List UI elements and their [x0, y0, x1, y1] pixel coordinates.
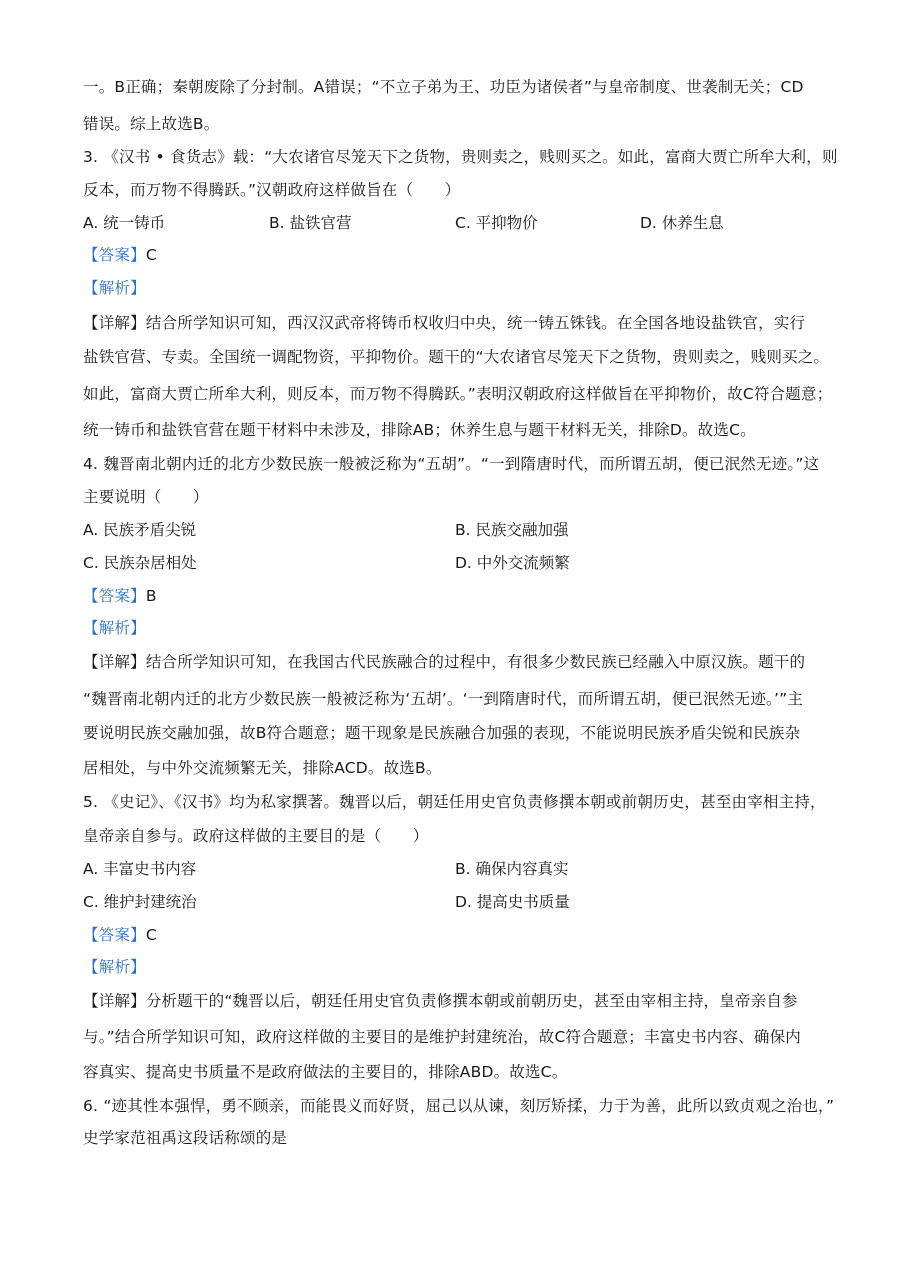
option-c: C. 维护封建统治 — [83, 893, 197, 911]
detail-text: 分析题干的“魏晋以后，朝廷任用史官负责修撰本朝或前朝历史，甚至由宰相主持，皇帝亲自参 — [145, 992, 798, 1010]
analysis-tag: 【解析】 — [83, 958, 146, 976]
question-3-stem: 反本，而万物不得腾跃。”汉朝政府这样做旨在（ ） — [83, 181, 461, 199]
option-b: B. 盐铁官营 — [269, 214, 352, 232]
option-c: C. 民族杂居相处 — [83, 554, 197, 572]
option-d: D. 休养生息 — [640, 214, 724, 232]
detail-text: 结合所学知识可知，在我国古代民族融合的过程中，有很多少数民族已经融入中原汉族。题干的 — [145, 653, 806, 671]
question-4-stem: 主要说明（ ） — [83, 488, 209, 506]
detail-text: 结合所学知识可知，西汉汉武帝将铸币权收归中央，统一铸五铢钱。在全国各地设盐铁官，实行 — [145, 314, 806, 332]
detail-line: 容真实、提高史书质量不是政府做法的主要目的，排除ABD。故选C。 — [83, 1063, 568, 1081]
detail-tag: 【详解】 — [83, 992, 146, 1010]
detail-line — [83, 652, 843, 672]
question-4-stem: 4. 魏晋南北朝内迁的北方少数民族一般被泛称为“五胡”。“一到隋唐时代，而所谓五胡，便已泯然无迹。”这 — [83, 455, 820, 473]
answer-value: C — [145, 246, 157, 264]
detail-line: 居相处，与中外交流频繁无关，排除ACD。故选B。 — [83, 759, 442, 777]
question-6-stem: 6. “迹其性本强悍，勇不顾亲，而能畏义而好贤，屈己以从谏，刻厉矫揉，力于为善，此所以致贞观之治也，” — [83, 1097, 835, 1115]
detail-line: “魏晋南北朝内迁的北方少数民族一般被泛称为‘五胡’。‘一到隋唐时代，而所谓五胡，便已泯然无迹。’”主 — [83, 690, 804, 708]
option-d: D. 中外交流频繁 — [455, 554, 570, 572]
option-a: A. 统一铸币 — [83, 214, 166, 232]
answer-tag: 【答案】 — [83, 926, 146, 944]
option-d: D. 提高史书质量 — [455, 893, 570, 911]
answer-line — [83, 245, 843, 265]
answer-value: B — [145, 587, 157, 605]
detail-line: 与。”结合所学知识可知，政府这样做的主要目的是维护封建统治，故C符合题意；丰富史书内容、确保内 — [83, 1028, 802, 1046]
detail-line — [83, 313, 843, 333]
answer-line — [83, 586, 843, 606]
answer-tag: 【答案】 — [83, 587, 146, 605]
option-b: B. 民族交融加强 — [455, 521, 569, 539]
question-5-stem: 皇帝亲自参与。政府这样做的主要目的是（ ） — [83, 827, 429, 845]
option-b: B. 确保内容真实 — [455, 860, 569, 878]
detail-tag: 【详解】 — [83, 653, 146, 671]
answer-value: C — [145, 926, 157, 944]
option-a: A. 民族矛盾尖锐 — [83, 521, 197, 539]
option-c: C. 平抑物价 — [455, 214, 538, 232]
option-a: A. 丰富史书内容 — [83, 860, 197, 878]
detail-line: 盐铁官营、专卖。全国统一调配物资，平抑物价。题干的“大农诸官尽笼天下之货物，贵则卖之，贱则买之。 — [83, 348, 830, 366]
question-5-stem: 5. 《史记》、《汉书》均为私家撰著。魏晋以后，朝廷任用史官负责修撰本朝或前朝历史，甚至由宰相主持， — [83, 793, 826, 811]
question-6-stem: 史学家范祖禹这段话称颂的是 — [83, 1129, 288, 1147]
text-line: 错误。综上故选B。 — [83, 115, 220, 133]
detail-line: 要说明民族交融加强，故B符合题意；题干现象是民族融合加强的表现，不能说明民族矛盾尖锐和民族杂 — [83, 724, 801, 742]
analysis-tag: 【解析】 — [83, 279, 146, 297]
answer-line — [83, 925, 843, 945]
text-line: 一。B正确；秦朝废除了分封制。A错误；“不立子弟为王、功臣为诸侯者”与皇帝制度、世袭制无关；CD — [83, 78, 804, 96]
detail-line: 如此，富商大贾亡所牟大利，则反本，而万物不得腾跃。”表明汉朝政府这样做旨在平抑物价，故C符合题意； — [83, 385, 833, 403]
analysis-tag: 【解析】 — [83, 619, 146, 637]
answer-tag: 【答案】 — [83, 246, 146, 264]
detail-tag: 【详解】 — [83, 314, 146, 332]
detail-line — [83, 991, 843, 1011]
detail-line: 统一铸币和盐铁官营在题干材料中未涉及，排除AB；休养生息与题干材料无关，排除D。故选C。 — [83, 421, 756, 439]
question-3-stem: 3. 《汉书 • 食货志》载：“大农诸官尽笼天下之货物，贵则卖之，贱则买之。如此，富商大贾亡所牟大利，则 — [83, 148, 838, 166]
